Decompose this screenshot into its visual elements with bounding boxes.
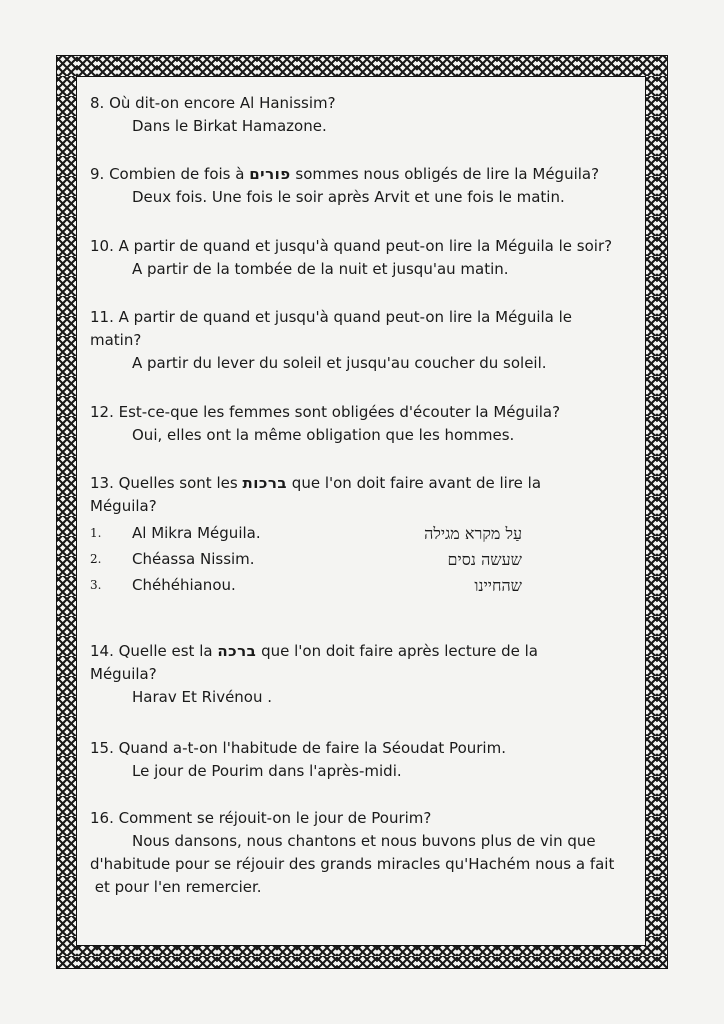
list-item: [90, 522, 630, 548]
list-number: 1.: [90, 526, 102, 540]
blessing-hebrew: שעשה נסים: [447, 550, 522, 569]
answer-text: A partir du lever du soleil et jusqu'au coucher du soleil.: [132, 354, 547, 372]
list-number: 2.: [90, 552, 102, 566]
question-text-end: que l'on doit faire après lecture de la: [256, 642, 538, 660]
answer-text: Deux fois. Une fois le soir après Arvit et une fois le matin.: [132, 188, 565, 206]
question-9: [90, 163, 630, 209]
question-text-start: 14. Quelle est la: [90, 642, 218, 660]
answer-text: Harav Et Rivénou .: [132, 688, 273, 706]
question-16: [90, 807, 630, 899]
blessing-latin: Chéhéhianou.: [132, 576, 236, 594]
list-item: [90, 548, 630, 574]
hebrew-word-berakha: ברכה: [217, 642, 257, 660]
hebrew-word-berakhot: ברכות: [242, 474, 288, 492]
question-text: 15. Quand a-t-on l'habitude de faire la Séoudat Pourim.: [90, 739, 506, 757]
question-text-line2: matin?: [90, 331, 142, 349]
question-text: [90, 472, 630, 495]
question-12: [90, 401, 630, 447]
question-14: [90, 640, 630, 709]
hebrew-word-purim: פורים: [249, 165, 291, 183]
answer-text: Le jour de Pourim dans l'après-midi.: [132, 762, 402, 780]
question-13: [90, 472, 630, 518]
blessing-hebrew: שהחיינו: [474, 576, 522, 595]
blessing-latin: Chéassa Nissim.: [132, 550, 255, 568]
answer-text: A partir de la tombée de la nuit et jusqu'au matin.: [132, 260, 509, 278]
question-8: [90, 92, 630, 138]
question-text-start: 9. Combien de fois à: [90, 165, 250, 183]
question-text-line2: Méguila?: [90, 665, 157, 683]
question-11: [90, 306, 630, 375]
question-text-start: 13. Quelles sont les: [90, 474, 243, 492]
question-text: [90, 640, 630, 663]
question-text: [90, 163, 630, 186]
question-text-end: sommes nous obligés de lire la Méguila?: [290, 165, 600, 183]
answer-text-line3: et pour l'en remercier.: [90, 878, 262, 896]
question-text: 16. Comment se réjouit-on le jour de Pourim?: [90, 809, 432, 827]
list-number: 3.: [90, 578, 102, 592]
answer-text: Dans le Birkat Hamazone.: [132, 117, 327, 135]
answer-text-line1: Nous dansons, nous chantons et nous buvons plus de vin que: [132, 832, 596, 850]
question-15: [90, 737, 630, 783]
answer-text: Oui, elles ont la même obligation que les hommes.: [132, 426, 515, 444]
blessing-latin: Al Mikra Méguila.: [132, 524, 261, 542]
question-text: 12. Est-ce-que les femmes sont obligées d'écouter la Méguila?: [90, 403, 561, 421]
blessing-list: [90, 522, 630, 600]
question-text-line1: 11. A partir de quand et jusqu'à quand peut-on lire la Méguila le: [90, 308, 573, 326]
question-10: [90, 235, 630, 281]
question-text-line2: Méguila?: [90, 497, 157, 515]
question-text: 10. A partir de quand et jusqu'à quand peut-on lire la Méguila le soir?: [90, 237, 613, 255]
question-text-end: que l'on doit faire avant de lire la: [287, 474, 542, 492]
answer-text-line2: d'habitude pour se réjouir des grands miracles qu'Hachém nous a fait: [90, 855, 615, 873]
list-item: [90, 574, 630, 600]
blessing-hebrew: עַל מקרא מגילה: [424, 524, 522, 543]
question-text: 8. Où dit-on encore Al Hanissim?: [90, 94, 336, 112]
